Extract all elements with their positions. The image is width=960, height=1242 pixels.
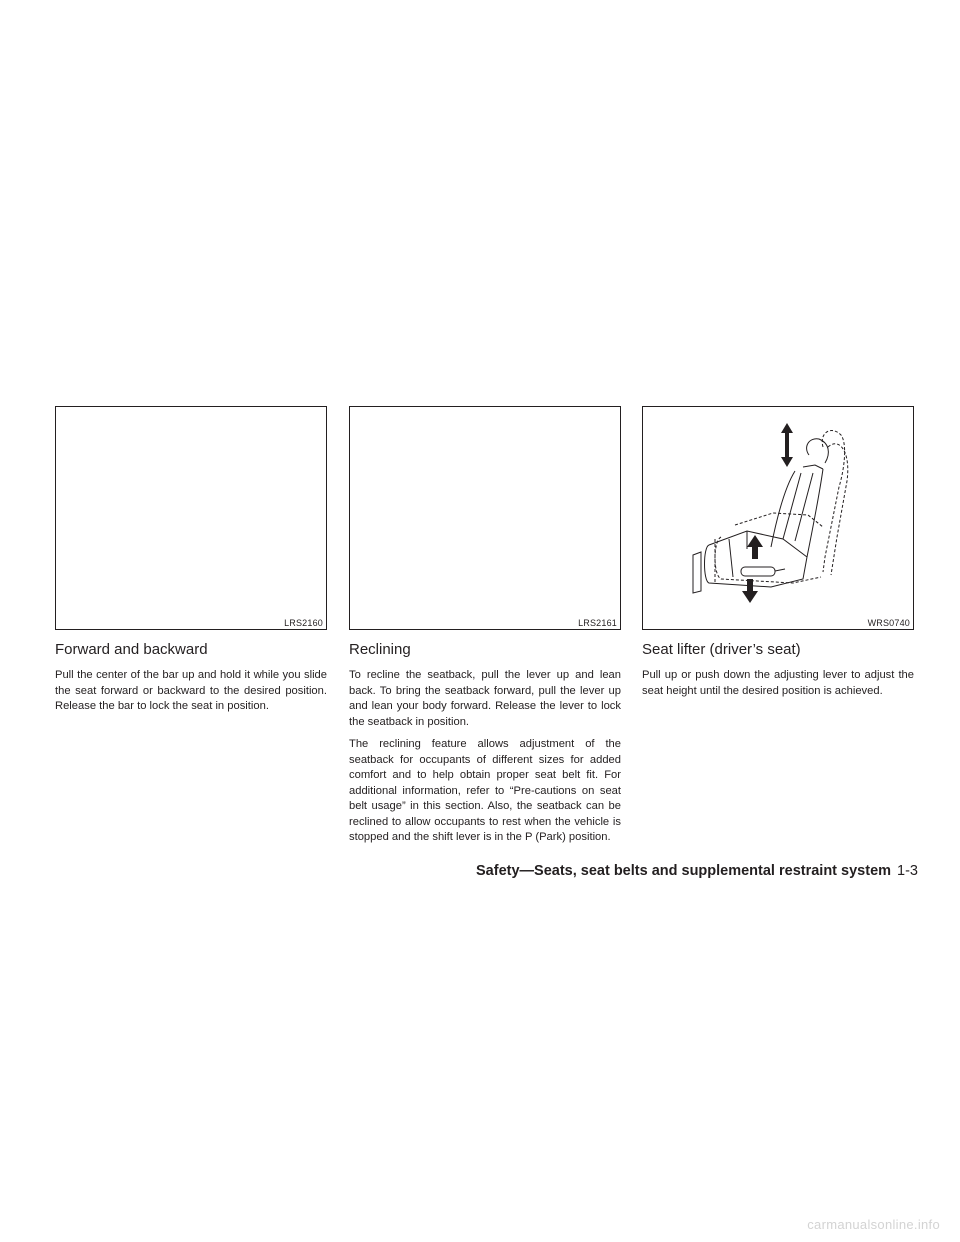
seat-lifter-illustration <box>643 407 913 629</box>
page-number: 1-3 <box>897 863 918 879</box>
page-footer <box>476 862 918 880</box>
watermark: carmanualsonline.info <box>807 1217 940 1232</box>
section-heading: Reclining <box>349 641 411 658</box>
section-paragraph: Pull the center of the bar up and hold it while you slide the seat forward or backward to the desired position. Release the bar to lock the seat in position. <box>55 669 327 712</box>
seat-outline <box>693 439 828 593</box>
section-forward-backward <box>55 406 327 715</box>
figure-code: LRS2161 <box>578 618 617 628</box>
section-heading: Forward and backward <box>55 641 208 658</box>
figure-code: LRS2160 <box>284 618 323 628</box>
section-paragraph: Pull up or push down the adjusting lever to adjust the seat height until the desired position is achieved. <box>642 669 914 697</box>
section-paragraph: The reclining feature allows adjustment of the seatback for occupants of different sizes for added comfort and to help obtain proper seat belt fit. For additional information, refer to “Pre-cautions on seat belt usage” in this section. Also, the seatback can be reclined to allow occupants to rest when the vehicle is stopped and the shift lever is in the P (Park) position. <box>349 738 621 843</box>
section-paragraph: To recline the seatback, pull the lever up and lean back. To bring the seatback forward, pull the lever up and lean your body forward. Release the lever to lock the seatback in position. <box>349 669 621 728</box>
footer-chapter: Safety—Seats, seat belts and supplemental restraint system <box>476 863 892 879</box>
section-reclining <box>349 406 621 846</box>
section-heading: Seat lifter (driver’s seat) <box>642 641 801 658</box>
section-seat-lifter <box>642 406 914 699</box>
figure-forward-backward <box>55 406 327 630</box>
adjusting-lever <box>741 567 775 576</box>
figure-seat-lifter <box>642 406 914 630</box>
figure-code: WRS0740 <box>867 618 910 628</box>
figure-reclining <box>349 406 621 630</box>
